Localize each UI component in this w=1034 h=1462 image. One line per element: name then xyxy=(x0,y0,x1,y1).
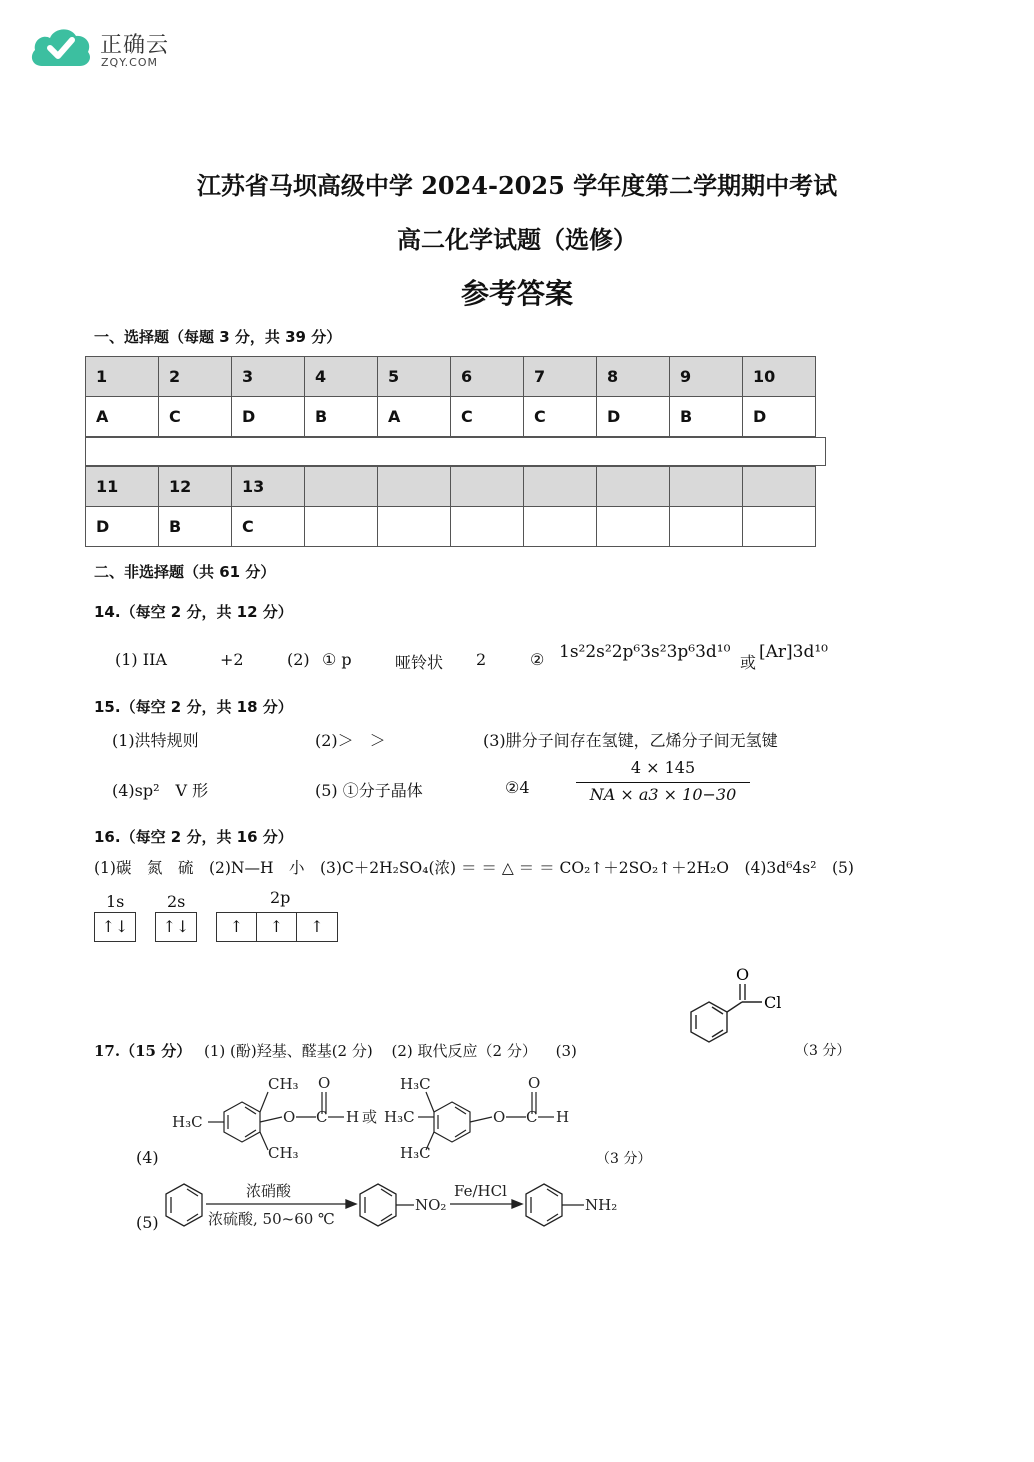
answer: C xyxy=(159,397,232,437)
q14-electron-config-short: [Ar]3d¹⁰ xyxy=(759,642,828,662)
answer xyxy=(743,507,816,547)
q17-answer-3-score: （3 分） xyxy=(795,1043,851,1059)
q14-heading: 14.（每空 2 分，共 12 分） xyxy=(94,603,293,621)
q15-answer-3: (3)肼分子间存在氢键，乙烯分子间无氢键 xyxy=(483,731,778,750)
orbital-2p-label: 2p xyxy=(270,888,291,907)
question-number-row xyxy=(86,467,816,507)
q16-answer-line: (1)碳 氮 硫 (2)N—H 小 (3)C＋2H₂SO₄(浓) ＝ ＝ △ ＝ ＝ CO₂↑＋2SO₂↑＋2H₂O (4)3d⁶4s² (5) xyxy=(94,859,854,877)
answer xyxy=(524,507,597,547)
fraction-numerator: 4 × 145 xyxy=(630,758,696,777)
carbonyl-carbon-label: C xyxy=(526,1108,538,1126)
orbital-single-arrow: ↑ xyxy=(310,917,324,936)
acyl-oxygen-label: O xyxy=(736,965,750,984)
qnum: 4 xyxy=(305,357,378,397)
cloud-check-icon xyxy=(28,22,94,72)
or-label: 或 xyxy=(362,1108,378,1126)
section2-title: 二、非选择题（共 61 分） xyxy=(94,563,276,581)
logo-name: 正确云 xyxy=(100,33,170,58)
answer-row xyxy=(86,397,816,437)
qnum xyxy=(670,467,743,507)
methyl-label: CH₃ xyxy=(268,1144,299,1162)
qnum xyxy=(597,467,670,507)
q15-answer-6: ②4 xyxy=(505,778,530,797)
methyl-label: H₃C xyxy=(172,1113,203,1131)
qnum: 13 xyxy=(232,467,305,507)
qnum: 6 xyxy=(451,357,524,397)
answer: C xyxy=(232,507,305,547)
q15-answer-4: (4)sp² V 形 xyxy=(112,781,209,800)
answer: C xyxy=(524,397,597,437)
logo-site: ZQY.COM xyxy=(101,56,159,69)
q14-answer-1: (1) IIA xyxy=(115,650,167,669)
q15-answer-1: (1)洪特规则 xyxy=(112,731,199,750)
carbonyl-oxygen-label: O xyxy=(528,1074,541,1092)
benzoyl-chloride-structure xyxy=(684,962,794,1052)
orbital-single-arrow: ↑ xyxy=(217,913,257,941)
reagent-nitric-acid: 浓硝酸 xyxy=(246,1182,292,1200)
answer-title: 参考答案 xyxy=(460,277,573,310)
answer-row xyxy=(86,507,816,547)
orbital-box-1s xyxy=(94,912,136,942)
orbital-single-arrow: ↑ xyxy=(257,913,297,941)
exam-title: 江苏省马坝高级中学 2024-2025 学年度第二学期期中考试 xyxy=(196,171,838,200)
qnum xyxy=(305,467,378,507)
answer xyxy=(305,507,378,547)
q15-heading: 15.（每空 2 分，共 18 分） xyxy=(94,698,293,716)
answer: B xyxy=(670,397,743,437)
carbonyl-carbon-label: C xyxy=(316,1108,328,1126)
q17-answer-4-label: (4) xyxy=(136,1148,159,1167)
answer xyxy=(597,507,670,547)
orbital-2s-label: 2s xyxy=(167,892,186,911)
methyl-label: H₃C xyxy=(384,1108,415,1126)
q14-answer-2: +2 xyxy=(220,650,244,669)
qnum xyxy=(743,467,816,507)
q14-electron-config: 1s²2s²2p⁶3s²3p⁶3d¹⁰ xyxy=(559,642,731,662)
answer: C xyxy=(451,397,524,437)
qnum: 2 xyxy=(159,357,232,397)
answer: B xyxy=(159,507,232,547)
orbital-paired-arrows: ↑↓ xyxy=(101,917,129,936)
qnum: 3 xyxy=(232,357,305,397)
q14-answer-5: 2 xyxy=(476,650,487,669)
answer: D xyxy=(597,397,670,437)
acyl-chlorine-label: Cl xyxy=(764,993,782,1012)
answer-table-1 xyxy=(85,356,816,437)
carbonyl-oxygen-label: O xyxy=(318,1074,331,1092)
answer xyxy=(670,507,743,547)
qnum: 1 xyxy=(86,357,159,397)
q14-answer-4: 哑铃状 xyxy=(395,653,444,672)
qnum xyxy=(378,467,451,507)
amino-group-label: NH₂ xyxy=(585,1196,618,1214)
q16-heading: 16.（每空 2 分，共 16 分） xyxy=(94,828,293,846)
qnum: 8 xyxy=(597,357,670,397)
orbital-1s-label: 1s xyxy=(106,892,125,911)
qnum: 12 xyxy=(159,467,232,507)
qnum: 5 xyxy=(378,357,451,397)
qnum: 7 xyxy=(524,357,597,397)
q17-answer-3-label: (3) xyxy=(555,1042,577,1060)
answer xyxy=(451,507,524,547)
q14-or: 或 xyxy=(740,653,757,672)
answer xyxy=(378,507,451,547)
reagent-sulfuric-acid: 浓硫酸, 50~60 ℃ xyxy=(208,1210,335,1228)
qnum: 10 xyxy=(743,357,816,397)
qnum xyxy=(524,467,597,507)
formate-ester-structures xyxy=(172,1072,612,1164)
q15-answer-2: (2)＞ ＞ xyxy=(315,731,386,750)
answer: D xyxy=(743,397,816,437)
q17-answer-1: (1) (酚)羟基、醛基(2 分) xyxy=(203,1042,373,1060)
answer: A xyxy=(378,397,451,437)
answer: A xyxy=(86,397,159,437)
table-spacer xyxy=(85,437,826,466)
q15-answer-5: (5) ①分子晶体 xyxy=(315,781,423,800)
fraction-bar xyxy=(576,782,750,783)
nitro-group-label: NO₂ xyxy=(415,1196,447,1214)
orbital-box-2s xyxy=(155,912,197,942)
ester-oxygen-label: O xyxy=(283,1108,296,1126)
q17-answer-2: (2) 取代反应（2 分） xyxy=(391,1042,537,1060)
orbital-box-2p xyxy=(216,912,338,942)
exam-subtitle: 高二化学试题（选修） xyxy=(397,225,637,254)
qnum xyxy=(451,467,524,507)
methyl-label: H₃C xyxy=(400,1075,431,1093)
aldehyde-hydrogen-label: H xyxy=(346,1108,360,1126)
logo xyxy=(28,22,198,74)
methyl-label: CH₃ xyxy=(268,1075,299,1093)
synthesis-route xyxy=(160,1172,640,1242)
q14-answer-3: ① p xyxy=(322,650,352,669)
q17-answer-4-score: （3 分） xyxy=(596,1151,652,1167)
orbital-paired-arrows: ↑↓ xyxy=(162,917,190,936)
q17-answer-5-label: (5) xyxy=(136,1213,159,1232)
qnum: 11 xyxy=(86,467,159,507)
ester-oxygen-label: O xyxy=(493,1108,506,1126)
density-fraction xyxy=(576,758,750,807)
aldehyde-hydrogen-label: H xyxy=(556,1108,570,1126)
methyl-label: H₃C xyxy=(400,1144,431,1162)
section1-title: 一、选择题（每题 3 分，共 39 分） xyxy=(94,328,342,346)
answer: B xyxy=(305,397,378,437)
answer: D xyxy=(232,397,305,437)
answer: D xyxy=(86,507,159,547)
q14-answer-6-label: ② xyxy=(530,650,545,669)
q14-part2: (2) xyxy=(287,650,310,669)
q17-heading xyxy=(94,1040,577,1061)
q17-number: 17.（15 分） xyxy=(94,1042,192,1060)
answer-table-2 xyxy=(85,466,816,547)
qnum: 9 xyxy=(670,357,743,397)
fraction-denominator: NA × a3 × 10−30 xyxy=(589,785,737,804)
question-number-row xyxy=(86,357,816,397)
reagent-fe-hcl: Fe/HCl xyxy=(454,1182,507,1200)
